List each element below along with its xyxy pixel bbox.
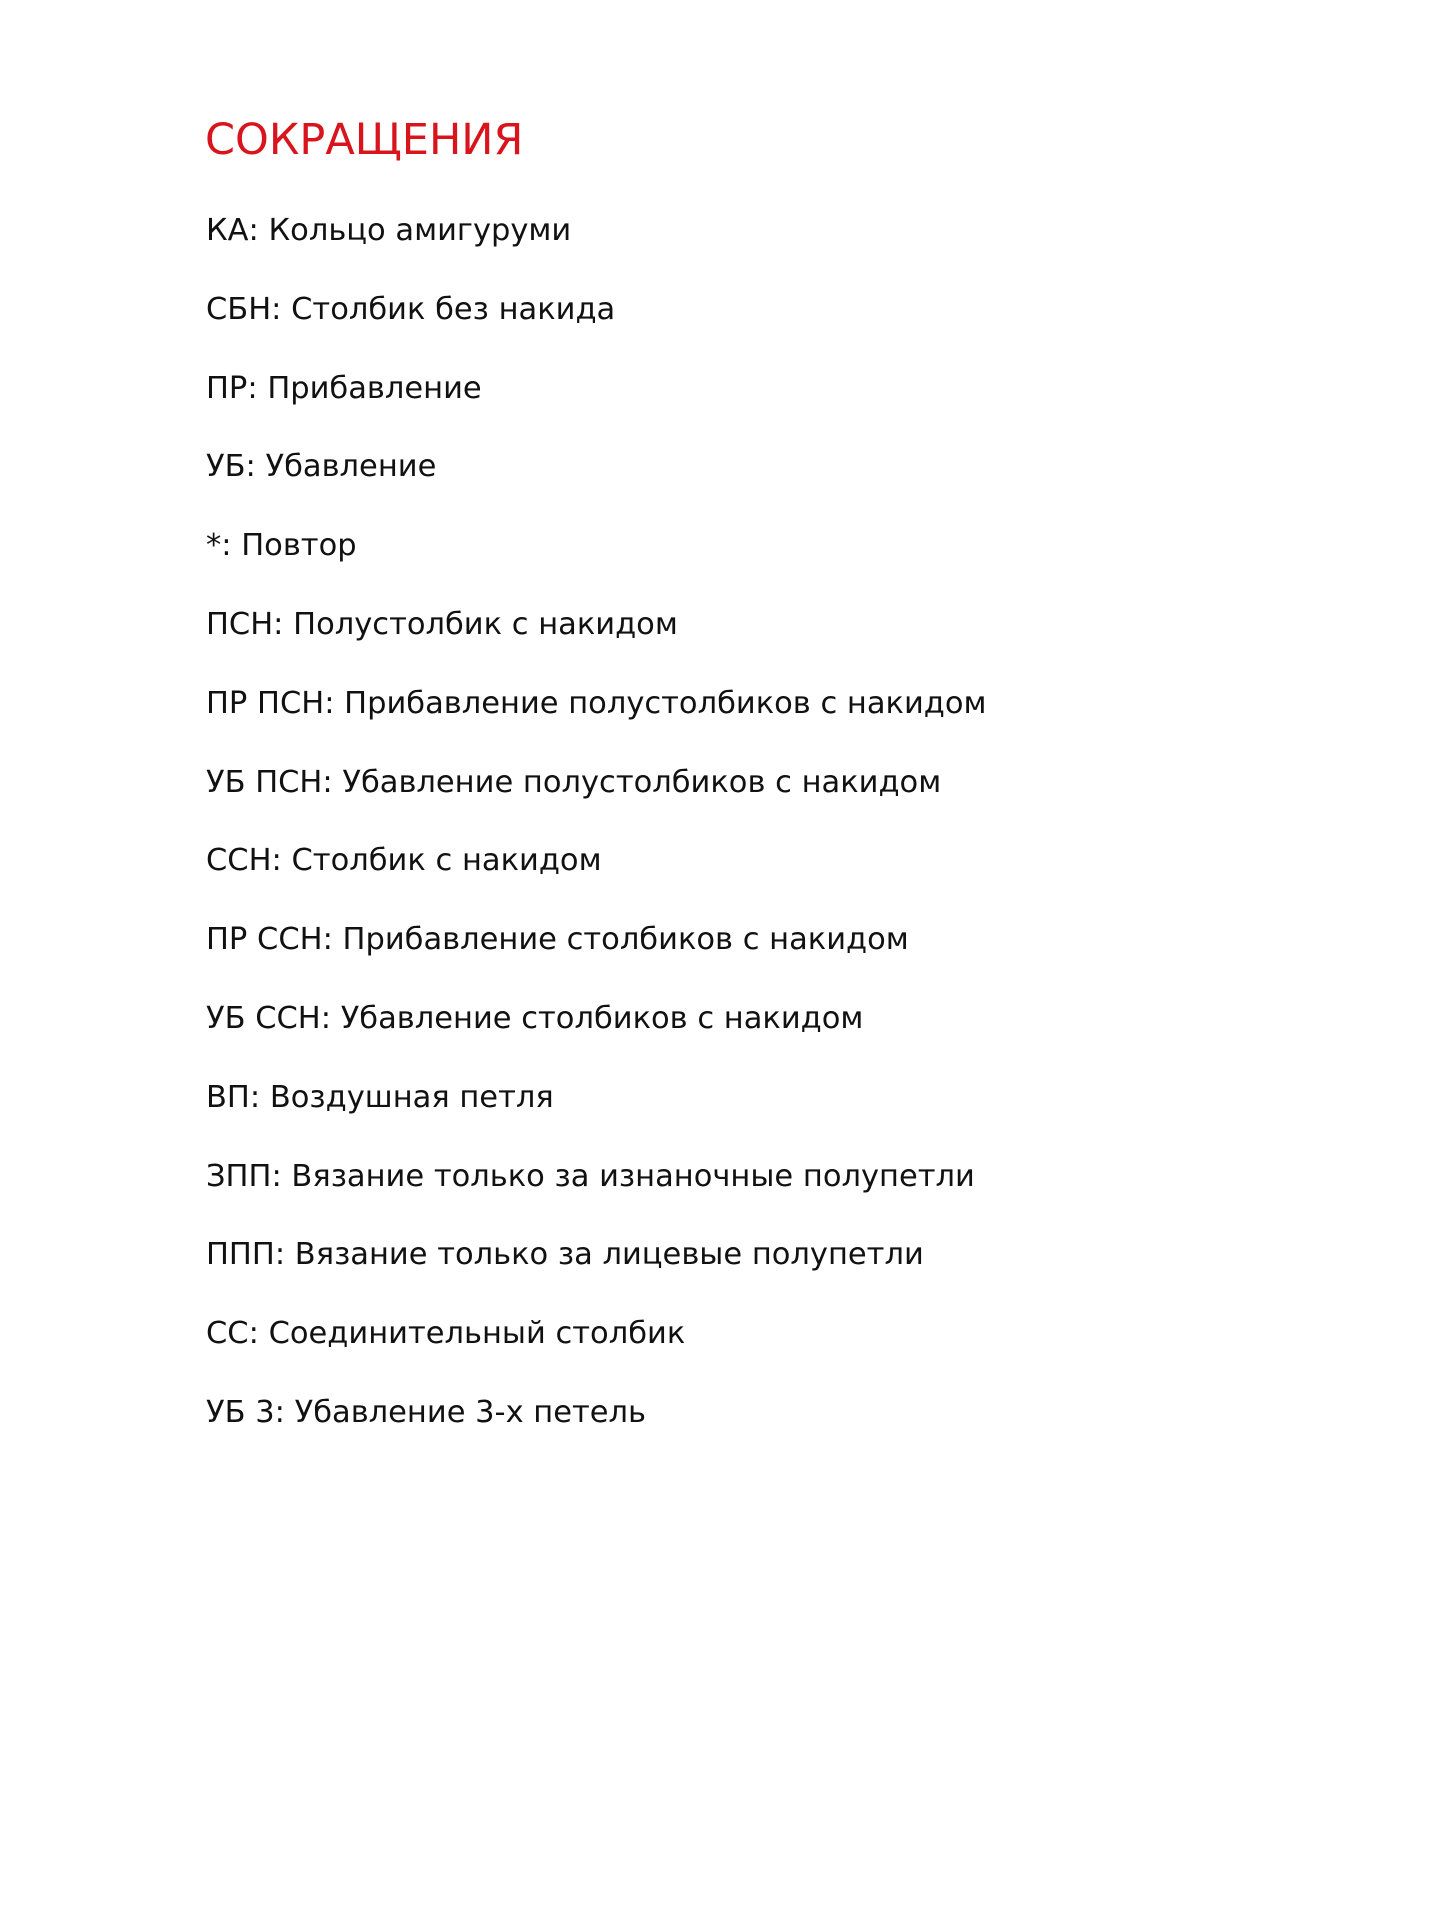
- separator: :: [248, 213, 269, 248]
- definition: Столбик с накидом: [291, 843, 602, 879]
- separator: :: [320, 1000, 341, 1036]
- abbreviation: КА: [206, 213, 249, 248]
- list-item: [206, 604, 987, 683]
- separator: :: [271, 843, 292, 879]
- abbreviation: *: [206, 528, 222, 564]
- abbreviation: УБ ССН: [206, 1000, 321, 1036]
- list-item: [206, 446, 987, 525]
- definition: Повтор: [241, 528, 357, 564]
- abbreviation: ППП: [206, 1237, 275, 1273]
- abbreviations-list: [206, 210, 987, 1471]
- separator: :: [247, 370, 268, 406]
- definition: Прибавление столбиков с накидом: [342, 922, 909, 958]
- definition: Столбик без накида: [291, 291, 616, 327]
- separator: :: [221, 528, 242, 564]
- definition: Убавление 3-х петель: [294, 1394, 647, 1430]
- list-item: [206, 368, 987, 447]
- definition: Вязание только за лицевые полупетли: [294, 1237, 924, 1273]
- abbreviation: УБ 3: [206, 1394, 275, 1430]
- separator: :: [249, 1079, 270, 1115]
- abbreviation: ВП: [206, 1079, 250, 1115]
- list-item: [206, 1313, 987, 1392]
- definition: Воздушная петля: [269, 1079, 554, 1115]
- separator: :: [273, 606, 294, 642]
- list-item: [206, 998, 987, 1077]
- abbreviation: ПР ССН: [206, 922, 323, 958]
- list-item: [206, 683, 987, 762]
- definition: Вязание только за изнаночные полупетли: [291, 1158, 975, 1194]
- separator: :: [322, 764, 343, 800]
- definition: Убавление полустолбиков с накидом: [342, 764, 942, 800]
- page-title: СОКРАЩЕНИЯ: [205, 115, 524, 165]
- separator: :: [245, 449, 266, 485]
- abbreviation: СС: [206, 1316, 249, 1352]
- abbreviation: ПР: [206, 370, 248, 406]
- separator: :: [324, 685, 345, 721]
- list-item: [206, 1156, 987, 1235]
- list-item: [206, 1392, 987, 1471]
- list-item: [206, 840, 987, 919]
- definition: Полустолбик с накидом: [293, 606, 678, 642]
- list-item: [206, 525, 987, 604]
- separator: :: [274, 1394, 295, 1430]
- separator: :: [271, 291, 292, 327]
- definition: Кольцо амигуруми: [268, 213, 572, 248]
- abbreviation: ЗПП: [206, 1158, 272, 1194]
- list-item: [206, 1077, 987, 1156]
- separator: :: [248, 1316, 269, 1352]
- abbreviation: ПСН: [206, 606, 274, 642]
- abbreviation: УБ: [206, 449, 246, 485]
- list-item: [206, 1234, 987, 1313]
- separator: :: [271, 1158, 292, 1194]
- list-item: [206, 289, 987, 368]
- abbreviation: СБН: [206, 291, 272, 327]
- definition: Прибавление: [267, 370, 482, 406]
- list-item: [206, 762, 987, 841]
- abbreviation: ПР ПСН: [206, 685, 325, 721]
- abbreviation: УБ ПСН: [206, 764, 323, 800]
- definition: Убавление: [265, 449, 437, 485]
- separator: :: [322, 922, 343, 958]
- abbreviation: ССН: [206, 843, 272, 879]
- definition: Убавление столбиков с накидом: [340, 1000, 864, 1036]
- definition: Соединительный столбик: [268, 1316, 686, 1352]
- separator: :: [274, 1237, 295, 1273]
- list-item: [206, 210, 987, 289]
- definition: Прибавление полустолбиков с накидом: [344, 685, 987, 721]
- list-item: [206, 919, 987, 998]
